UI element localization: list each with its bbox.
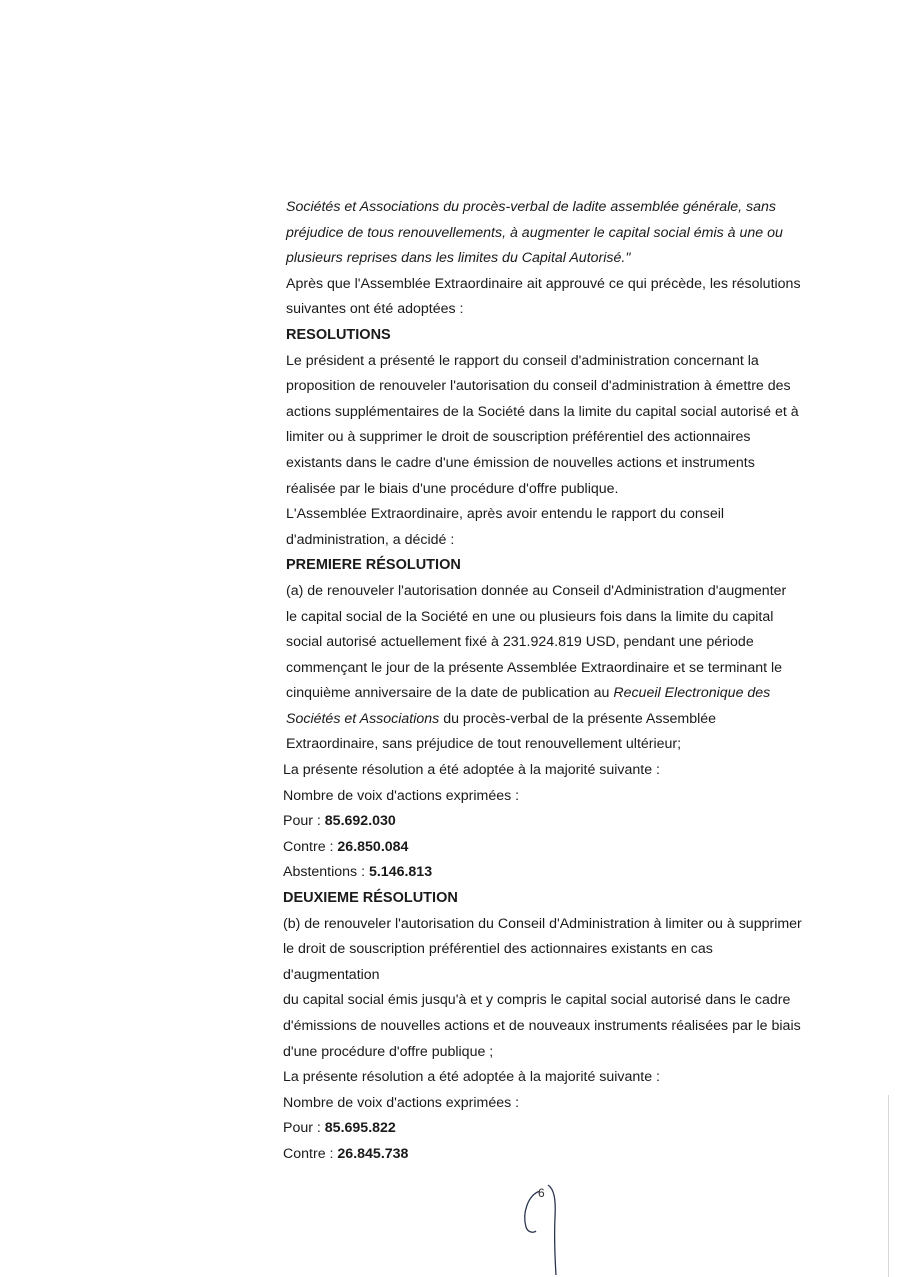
president-paragraph xyxy=(280,349,812,503)
premiere-line: commençant le jour de la présente Assemblée Extraordinaire et se terminant le xyxy=(286,659,783,676)
premiere-line: (a) de renouveler l'autorisation donnée au Conseil d'Administration d'augmenter xyxy=(286,582,787,599)
recueil-title: Recueil Electronique des xyxy=(613,685,771,702)
scan-edge-line xyxy=(888,1095,889,1277)
initials-stroke xyxy=(548,1185,556,1275)
deuxieme-line: d'une procédure d'offre publique ; xyxy=(283,1043,494,1060)
president-line: Le président a présenté le rapport du conseil d'administration concernant la xyxy=(286,352,759,369)
vote1-adopted: La présente résolution a été adoptée à la majorité suivante : xyxy=(283,762,661,779)
pour-value: 85.695.822 xyxy=(324,1120,396,1137)
vote1-contre xyxy=(280,835,812,861)
president-line: existants dans le cadre d'une émission de nouvelles actions et instruments xyxy=(286,454,755,471)
deuxieme-line: (b) de renouveler l'autorisation du Conseil d'Administration à limiter ou à supprimer xyxy=(283,915,802,932)
premiere-resolution-heading: PREMIERE RÉSOLUTION xyxy=(286,557,461,574)
contre-label: Contre : xyxy=(283,1145,338,1162)
abstentions-label: Abstentions : xyxy=(283,864,369,881)
deuxieme-resolution-text xyxy=(280,912,812,1066)
vote1-abstentions xyxy=(280,860,812,886)
premiere-line: social autorisé actuellement fixé à 231.924.819 USD, pendant une période xyxy=(286,634,754,651)
abstentions-value: 5.146.813 xyxy=(368,864,433,881)
intro-line: préjudice de tous renouvellements, à augmenter le capital social émis à une ou xyxy=(286,224,783,241)
deuxieme-resolution-heading: DEUXIEME RÉSOLUTION xyxy=(283,890,458,907)
after-line: Après que l'Assemblée Extraordinaire ait approuvé ce qui précède, les résolutions xyxy=(286,275,801,292)
president-line: réalisée par le biais d'une procédure d'offre publique. xyxy=(286,480,619,497)
deuxieme-line: du capital social émis jusqu'à et y compris le capital social autorisé dans le cadre xyxy=(283,992,791,1009)
president-line: limiter ou à supprimer le droit de souscription préférentiel des actionnaires xyxy=(286,429,751,446)
vote1-count-label: Nombre de voix d'actions exprimées : xyxy=(283,787,520,804)
premiere-line: le capital social de la Société en une ou plusieurs fois dans la limite du capital xyxy=(286,608,774,625)
intro-paragraph xyxy=(280,195,812,272)
contre-label: Contre : xyxy=(283,838,338,855)
resolutions-heading: RESOLUTIONS xyxy=(286,326,391,343)
president-line: actions supplémentaires de la Société dans la limite du capital social autorisé et à xyxy=(286,403,799,420)
pour-label: Pour : xyxy=(283,813,325,830)
deuxieme-line: le droit de souscription préférentiel des actionnaires existants en cas d'augmentation xyxy=(283,941,713,983)
after-line: suivantes ont été adoptées : xyxy=(286,301,464,318)
recueil-title-cont: Sociétés et Associations xyxy=(286,710,440,727)
after-paragraph xyxy=(280,272,812,323)
president-line: proposition de renouveler l'autorisation du conseil d'administration à émettre des xyxy=(286,378,791,395)
vote2-adopted: La présente résolution a été adoptée à la majorité suivante : xyxy=(283,1069,661,1086)
intro-line: Sociétés et Associations du procès-verbal de ladite assemblée générale, sans xyxy=(286,199,777,215)
premiere-line: cinquième anniversaire de la date de publication au xyxy=(286,685,614,702)
deuxieme-line: d'émissions de nouvelles actions et de nouveaux instruments réalisées par le biais xyxy=(283,1018,801,1034)
premiere-line: Extraordinaire, sans préjudice de tout renouvellement ultérieur; xyxy=(286,736,682,753)
intro-line: plusieurs reprises dans les limites du Capital Autorisé." xyxy=(286,250,631,267)
premiere-resolution-text xyxy=(280,579,812,758)
assemblee-paragraph xyxy=(280,502,812,553)
pour-label: Pour : xyxy=(283,1120,325,1137)
vote1-pour xyxy=(280,809,812,835)
vote2-count-label: Nombre de voix d'actions exprimées : xyxy=(283,1094,520,1111)
pour-value: 85.692.030 xyxy=(324,813,396,830)
page-number: 6 xyxy=(538,1186,545,1200)
contre-value: 26.850.084 xyxy=(337,838,409,855)
vote2-contre xyxy=(280,1142,812,1168)
premiere-line: du procès-verbal de la présente Assemblée xyxy=(439,710,717,727)
assemblee-line: L'Assemblée Extraordinaire, après avoir entendu le rapport du conseil xyxy=(286,506,725,523)
assemblee-line: d'administration, a décidé : xyxy=(286,531,455,548)
contre-value: 26.845.738 xyxy=(337,1145,409,1162)
page-body xyxy=(280,195,812,1168)
vote2-pour xyxy=(280,1116,812,1142)
